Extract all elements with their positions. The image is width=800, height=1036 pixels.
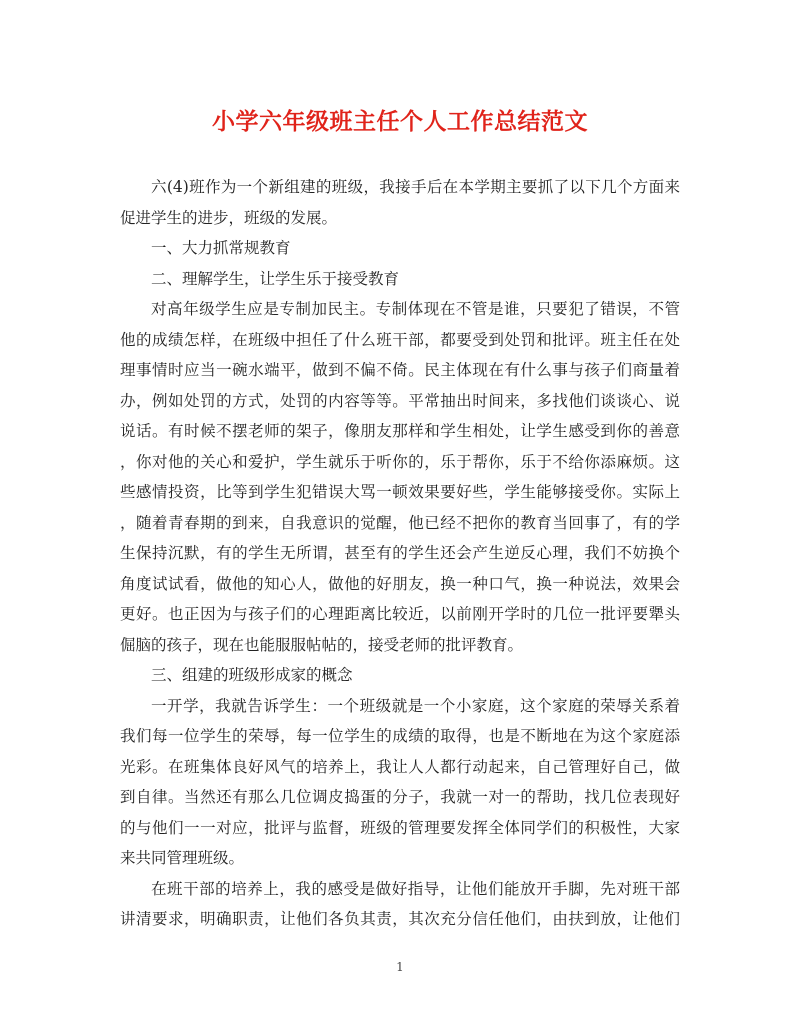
text-line: 一开学，我就告诉学生：一个班级就是一个小家庭，这个家庭的荣辱关系着	[151, 696, 680, 715]
text-line: 的与他们一一对应，批评与监督，班级的管理要发挥全体同学们的积极性，大家	[120, 818, 680, 837]
text-line: 说话。有时候不摆老师的架子，像朋友那样和学生相处，让学生感受到你的善意	[120, 422, 680, 440]
section-heading: 三、组建的班级形成家的概念	[151, 666, 353, 684]
text-line: 生保持沉默，有的学生无所谓，甚至有的学生还会产生逆反心理，我们不妨换个	[120, 544, 680, 562]
text-line: 更好。也正因为与孩子们的心理距离比较近，以前刚开学时的几位一批评要犟头	[120, 605, 680, 623]
text-line: 我们每一位学生的荣辱，每一位学生的成绩的取得，也是不断地在为这个家庭添	[120, 727, 680, 745]
document-title: 小学六年级班主任个人工作总结范文	[212, 108, 588, 135]
text-line: 办，例如处罚的方式，处罚的内容等等。平常抽出时间来，多找他们谈谈心、说	[120, 391, 680, 410]
section-heading: 二、理解学生，让学生乐于接受教育	[151, 269, 400, 288]
text-line: 理事情时应当一碗水端平，做到不偏不倚。民主体现在有什么事与孩子们商量着	[120, 361, 680, 379]
text-line: 讲清要求，明确职责，让他们各负其责，其次充分信任他们，由扶到放，让他们	[120, 910, 680, 928]
text-line: ，随着青春期的到来，自我意识的觉醒，他已经不把你的教育当回事了，有的学	[120, 513, 680, 532]
text-line: 光彩。在班集体良好风气的培养上，我让人人都行动起来，自己管理好自己，做	[120, 757, 680, 776]
page-number: 1	[396, 960, 404, 974]
text-line: 他的成绩怎样，在班级中担任了什么班干部，都要受到处罚和批评。班主任在处	[120, 330, 680, 349]
text-line: 在班干部的培养上，我的感受是做好指导，让他们能放开手脚，先对班干部	[151, 879, 680, 898]
text-line: 倔脑的孩子，现在也能服服帖帖的，接受老师的批评教育。	[120, 635, 524, 654]
text-line: ，你对他的关心和爱护，学生就乐于听你的，乐于帮你，乐于不给你添麻烦。这	[120, 452, 680, 471]
text-line: 角度试试看，做他的知心人，做他的好朋友，换一种口气，换一种说法，效果会	[120, 574, 680, 593]
text-line: 对高年级学生应是专制加民主。专制体现在不管是谁，只要犯了错误，不管	[151, 300, 680, 318]
section-heading: 一、大力抓常规教育	[151, 239, 291, 257]
text-line: 六(4)班作为一个新组建的班级，我接手后在本学期主要抓了以下几个方面来	[151, 178, 680, 196]
text-line: 到自律。当然还有那么几位调皮捣蛋的分子，我就一对一的帮助，找几位表现好	[120, 788, 680, 806]
document-body	[120, 172, 680, 935]
text-line: 些感情投资，比等到学生犯错误大骂一顿效果要好些，学生能够接受你。实际上	[120, 483, 680, 501]
text-line: 促进学生的进步，班级的发展。	[120, 208, 338, 227]
text-line: 来共同管理班级。	[120, 849, 245, 867]
